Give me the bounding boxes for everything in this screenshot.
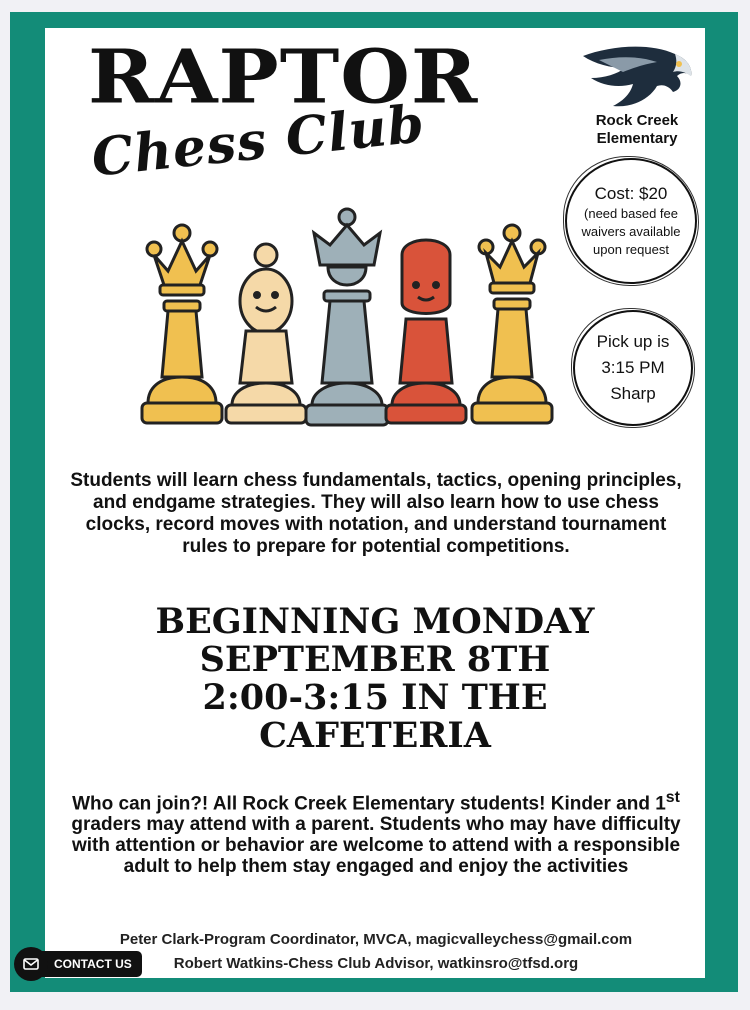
silver-king-icon [306,209,388,425]
contact-us-label: CONTACT US [34,951,142,977]
cost-note-3: upon request [593,242,669,257]
contact-us-button[interactable] [14,948,142,980]
schedule-line-2: SEPTEMBER 8TH [199,639,551,680]
schedule-line-3: 2:00-3:15 IN THE [202,677,548,718]
schedule-line-4: CAFETERIA [259,715,491,756]
chess-pieces-illustration [140,205,560,440]
eligibility-part-2: graders may attend with a parent. Students who may have difficulty with attention or behavior are welcome to attend with a responsible adult to help them stay engaged and enjoy the activities [71,814,681,878]
gold-queen-icon [142,225,222,423]
school-name: Rock Creek Elementary [595,112,679,147]
cost-price: Cost: $20 [594,184,668,203]
contact-list [66,928,686,976]
mail-icon [14,947,48,981]
red-pawn-icon [386,240,466,423]
cost-note-2: waivers available [581,224,681,239]
eligibility-superscript: st [665,789,680,806]
program-description: Students will learn chess fundamentals, tactics, opening principles, and endgame strategies. They will also learn how to use chess clocks, record moves with notation, and understand tournament rules to prepare for potential competitions. [70,470,682,557]
pickup-line-1: Pick up is [596,332,670,351]
school-logo [578,42,696,148]
cost-note-1: (need based fee [584,206,678,221]
eligibility-text [66,787,686,877]
pickup-line-2: 3:15 PM [601,358,665,377]
gold-queen-right-icon [472,225,552,423]
eagle-icon [579,42,695,110]
pickup-line-3: Sharp [610,384,656,403]
club-title: RAPTOR [88,33,479,121]
contact-coordinator: Peter Clark-Program Coordinator, MVCA, magicvalleychess@gmail.com [119,931,633,948]
schedule-line-1: BEGINNING MONDAY [155,601,595,642]
cream-pawn-icon [226,244,306,423]
club-subtitle: Chess Club [88,93,428,189]
cost-badge [565,158,697,284]
contact-advisor: Robert Watkins-Chess Club Advisor, watkinsro@tfsd.org [173,955,579,972]
eligibility-part-1: Who can join?! All Rock Creek Elementary students! Kinder and 1 [72,793,666,815]
schedule-block [60,603,690,755]
pickup-badge [573,310,693,426]
